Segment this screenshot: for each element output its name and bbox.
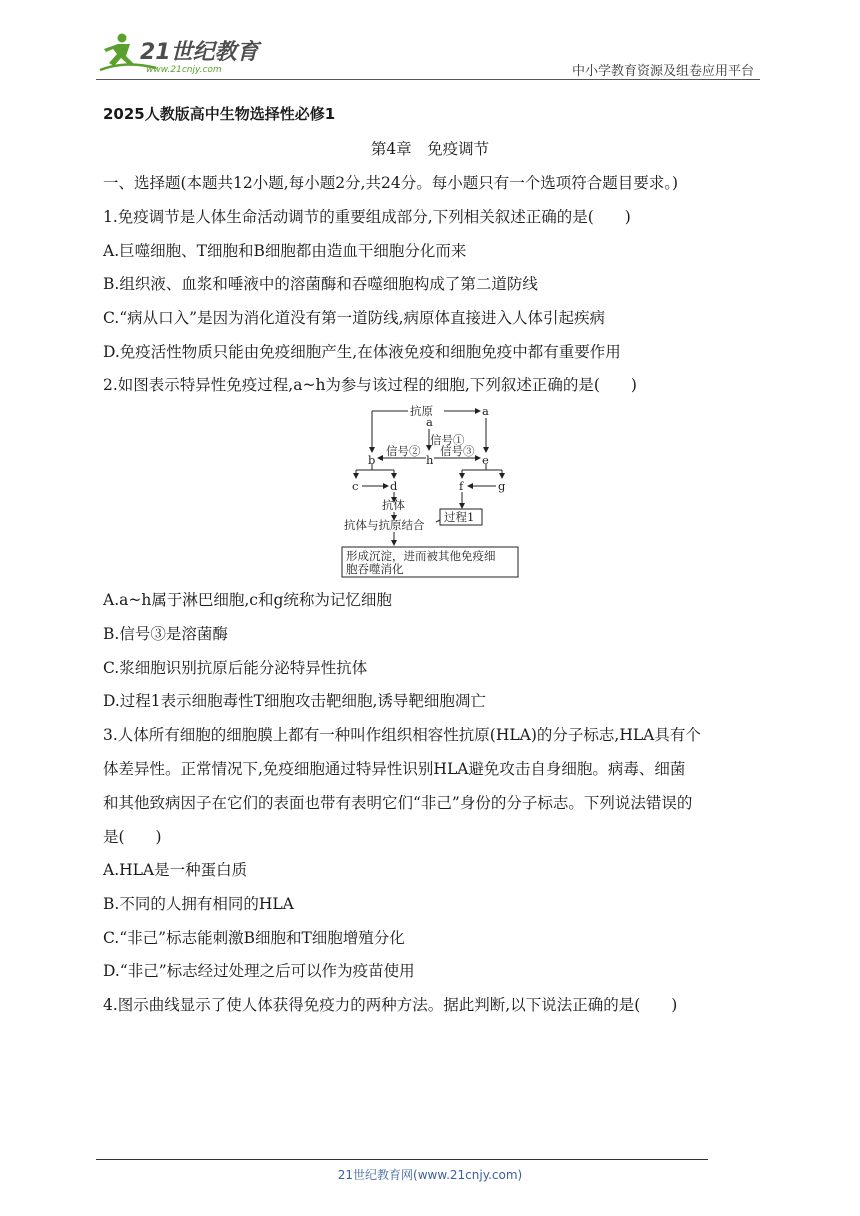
diagram-cell-a-right: a xyxy=(482,404,489,418)
footer-divider xyxy=(96,1159,708,1160)
question-3-option-a: A.HLA是一种蛋白质 xyxy=(103,861,248,879)
diagram-cell-a: a xyxy=(426,415,433,429)
question-3-option-d: D.“非己”标志经过处理之后可以作为疫苗使用 xyxy=(103,962,415,980)
question-2-option-a: A.a~h属于淋巴细胞,c和g统称为记忆细胞 xyxy=(103,591,392,609)
diagram-signal-3: 信号③ xyxy=(440,444,475,458)
question-1-stem: 1.免疫调节是人体生命活动调节的重要组成部分,下列相关叙述正确的是( ) xyxy=(103,208,631,226)
diagram-result-line-1: 形成沉淀，进而被其他免疫细 xyxy=(346,549,496,563)
chapter-title: 第4章 免疫调节 xyxy=(370,140,490,158)
question-3-stem-line-2: 体差异性。正常情况下,免疫细胞通过特异性识别HLA避免攻击自身细胞。病毒、细菌 xyxy=(103,760,686,778)
question-2-stem: 2.如图表示特异性免疫过程,a~h为参与该过程的细胞,下列叙述正确的是( ) xyxy=(103,376,637,394)
immune-process-diagram xyxy=(338,402,520,580)
section-heading: 一、选择题(本题共12小题,每小题2分,共24分。每小题只有一个选项符合题目要求。) xyxy=(103,174,679,192)
footer-link[interactable]: 21世纪教育网(www.21cnjy.com) xyxy=(337,1168,523,1182)
diagram-cell-d: d xyxy=(390,479,398,493)
question-1-option-b: B.组织液、血浆和唾液中的溶菌酶和吞噬细胞构成了第二道防线 xyxy=(103,275,538,293)
diagram-antibody: 抗体 xyxy=(382,498,405,512)
diagram-cell-e: e xyxy=(482,453,489,467)
header-slogan: 中小学教育资源及组卷应用平台 xyxy=(571,64,754,79)
document-title: 2025人教版高中生物选择性必修1 xyxy=(103,105,336,123)
logo-text: 21世纪教育 xyxy=(140,40,259,65)
question-3-stem-line-3: 和其他致病因子在它们的表面也带有表明它们“非己”身份的分子标志。下列说法错误的 xyxy=(103,794,693,812)
diagram-antigen: 抗原 xyxy=(410,404,433,418)
diagram-cell-c: c xyxy=(352,479,359,493)
header-divider xyxy=(96,79,760,80)
diagram-cell-f: f xyxy=(459,479,464,493)
question-4-stem: 4.图示曲线显示了使人体获得免疫力的两种方法。据此判断,以下说法正确的是( ) xyxy=(103,996,678,1014)
diagram-result-line-2: 胞吞噬消化 xyxy=(346,562,404,576)
question-1-option-d: D.免疫活性物质只能由免疫细胞产生,在体液免疫和细胞免疫中都有重要作用 xyxy=(103,343,621,361)
diagram-cell-b: b xyxy=(368,453,376,467)
question-3-stem-line-4: 是( ) xyxy=(103,828,162,846)
question-3-stem-line-1: 3.人体所有细胞的细胞膜上都有一种叫作组织相容性抗原(HLA)的分子标志,HLA具有个 xyxy=(103,726,701,744)
diagram-signal-1: 信号① xyxy=(430,433,465,447)
diagram-binding: 抗体与抗原结合 xyxy=(344,518,425,532)
question-3-option-c: C.“非己”标志能刺激B细胞和T细胞增殖分化 xyxy=(103,929,405,947)
diagram-signal-2: 信号② xyxy=(386,444,421,458)
page-header xyxy=(96,30,760,80)
diagram-cell-g: g xyxy=(498,479,506,493)
question-3-option-b: B.不同的人拥有相同的HLA xyxy=(103,895,294,913)
question-1-option-a: A.巨噬细胞、T细胞和B细胞都由造血干细胞分化而来 xyxy=(103,242,467,260)
question-1-option-c: C.“病从口入”是因为消化道没有第一道防线,病原体直接进入人体引起疾病 xyxy=(103,309,606,327)
logo-url: www.21cnjy.com xyxy=(146,65,222,75)
question-2-option-d: D.过程1表示细胞毒性T细胞攻击靶细胞,诱导靶细胞凋亡 xyxy=(103,692,486,710)
diagram-process-1: 过程1 xyxy=(444,510,475,524)
diagram-cell-h: h xyxy=(426,453,434,467)
site-logo xyxy=(96,30,266,76)
question-2-option-c: C.浆细胞识别抗原后能分泌特异性抗体 xyxy=(103,659,368,677)
diagram-svg xyxy=(338,402,520,580)
question-2-option-b: B.信号③是溶菌酶 xyxy=(103,625,228,643)
